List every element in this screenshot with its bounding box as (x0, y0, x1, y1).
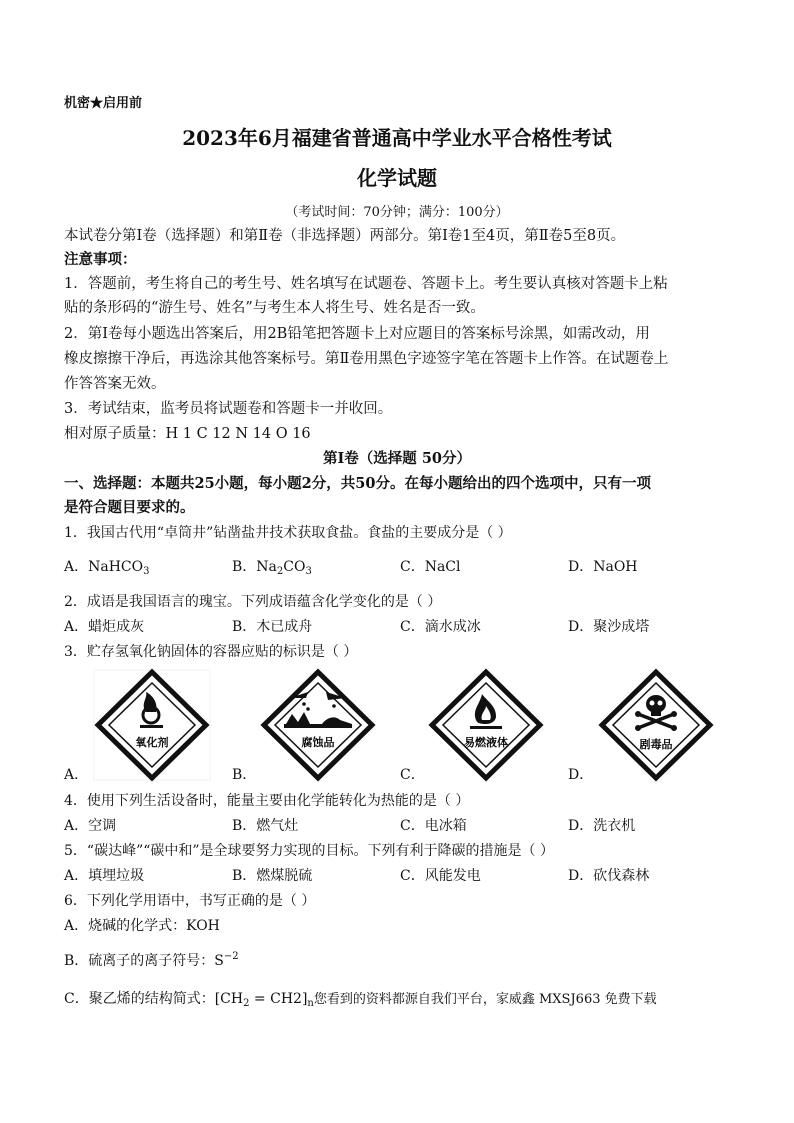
question-6-option-c (64, 988, 657, 1009)
question-6-stem: 6．下列化学用语中，书写正确的是（ ） (64, 893, 316, 909)
sign-c-label: 易燃液体 (464, 736, 508, 749)
formula-n-subscript: n (307, 998, 314, 1009)
note-2-line-2: 橡皮擦擦干净后，再选涂其他答案标号。第Ⅱ卷用黑色字迹签字笔在答题卡上作答。在试题卷上 (64, 351, 669, 367)
option-b-text: B．Na (232, 559, 277, 575)
question-3-stem: 3．贮存氢氧化钠固体的容器应贴的标识是（ ） (64, 644, 358, 660)
section-1-instructions-1: 一、选择题：本题共25小题，每小题2分，共50分。在每小题给出的四个选项中，只有一项 (64, 475, 651, 492)
question-3-option-b (232, 666, 392, 784)
corrosive-sign-icon (256, 666, 380, 784)
intro-text: 本试卷分第Ⅰ卷（选择题）和第Ⅱ卷（非选择题）两部分。第Ⅰ卷1至4页，第Ⅱ卷5至8页。 (64, 228, 626, 244)
question-2-option-a: A．蜡炬成灰 (64, 619, 145, 635)
question-1-option-c: C．NaCl (400, 559, 461, 575)
exam-title: 2023年6月福建省普通高中学业水平合格性考试 (182, 126, 612, 150)
question-5-option-b: B．燃煤脱硫 (232, 868, 313, 884)
question-1-option-b (232, 556, 312, 577)
question-2-option-b: B．木已成舟 (232, 619, 313, 635)
question-2-stem: 2．成语是我国语言的瑰宝。下列成语蕴含化学变化的是（ ） (64, 594, 442, 610)
question-4-option-d: D．洗衣机 (568, 818, 636, 834)
polyethylene-formula (215, 991, 314, 1007)
question-6-option-a: A．烧碱的化学式：KOH (64, 918, 220, 934)
question-4-stem: 4．使用下列生活设备时，能量主要由化学能转化为热能的是（ ） (64, 793, 470, 809)
formula-subscript: 2 (243, 998, 250, 1009)
confidential-label: 机密★启用前 (64, 96, 143, 111)
option-b-text-2: CO (283, 559, 306, 575)
formula-part-1: [CH (214, 991, 244, 1007)
section-1-title: 第Ⅰ卷（选择题 50分） (322, 450, 471, 467)
question-1-option-a (64, 556, 149, 577)
question-6-option-b (64, 950, 239, 970)
option-label-b: B． (232, 767, 257, 783)
watermark-text: 您看到的资料都源自我们平台，家威鑫 MXSJ663 免费下载 (313, 992, 657, 1007)
note-1-line-2: 贴的条形码的“游生号、姓名”与考生本人将生号、姓名是否一致。 (64, 300, 485, 316)
option-b-text: B．硫离子的离子符号：S (64, 953, 224, 969)
option-b-subscript-1: 2 (276, 566, 284, 577)
formula-part-2: = CH2] (249, 991, 308, 1007)
question-1-stem: 1．我国古代用“卓筒井”钻凿盐井技术获取食盐。食盐的主要成分是（ ） (64, 525, 512, 541)
section-1-instructions-2: 是符合题目要求的。 (64, 499, 195, 516)
option-label-a: A． (64, 767, 89, 783)
flammable-liquid-sign-icon (422, 666, 550, 784)
note-1-line-1: 1．答题前，考生将自己的考生号、姓名填写在试题卷、答题卡上。考生要认真核对答题卡上粘 (64, 276, 668, 292)
question-5-option-d: D．砍伐森林 (568, 868, 650, 884)
question-2-option-d: D．聚沙成塔 (568, 619, 650, 635)
oxidizer-sign-icon (90, 666, 214, 784)
atomic-masses: 相对原子质量：H 1 C 12 N 14 O 16 (64, 426, 311, 442)
option-a-subscript: 3 (143, 566, 150, 577)
question-1-option-d: D．NaOH (568, 559, 638, 575)
question-3-option-d (568, 666, 728, 784)
notes-heading: 注意事项： (64, 251, 137, 268)
question-5-option-c: C．风能发电 (400, 868, 481, 884)
sign-a-label: 氧化剂 (135, 736, 169, 749)
question-2-option-c: C．滴水成冰 (400, 619, 481, 635)
question-3-option-c (400, 666, 560, 784)
option-b-charge: −2 (223, 951, 239, 962)
note-2-line-1: 2．第Ⅰ卷每小题选出答案后，用2B铅笔把答题卡上对应题目的答案标号涂黑，如需改动，用 (64, 326, 650, 342)
option-label-c: C． (400, 767, 425, 783)
question-5-option-a: A．填埋垃圾 (64, 868, 145, 884)
note-3: 3．考试结束，监考员将试题卷和答题卡一并收回。 (64, 401, 393, 417)
option-b-subscript-2: 3 (305, 566, 312, 577)
sign-b-label: 腐蚀品 (301, 736, 335, 749)
option-label-d: D． (568, 767, 594, 783)
toxic-sign-icon (594, 666, 718, 784)
option-a-text: A．NaHCO (64, 559, 144, 575)
question-4-option-b: B．燃气灶 (232, 818, 299, 834)
sign-d-label: 剧毒品 (639, 738, 673, 751)
question-5-stem: 5．“碳达峰”“碳中和”是全球要努力实现的目标。下列有利于降碳的措施是（ ） (64, 843, 554, 859)
option-c-text: C．聚乙烯的结构简式： (64, 991, 215, 1007)
question-4-option-c: C．电冰箱 (400, 818, 467, 834)
question-3-option-a (64, 666, 224, 784)
note-2-line-3: 作答答案无效。 (64, 376, 166, 392)
exam-time-info: （考试时间：70分钟；满分：100分） (285, 205, 509, 220)
question-4-option-a: A．空调 (64, 818, 117, 834)
exam-subject: 化学试题 (357, 166, 437, 190)
